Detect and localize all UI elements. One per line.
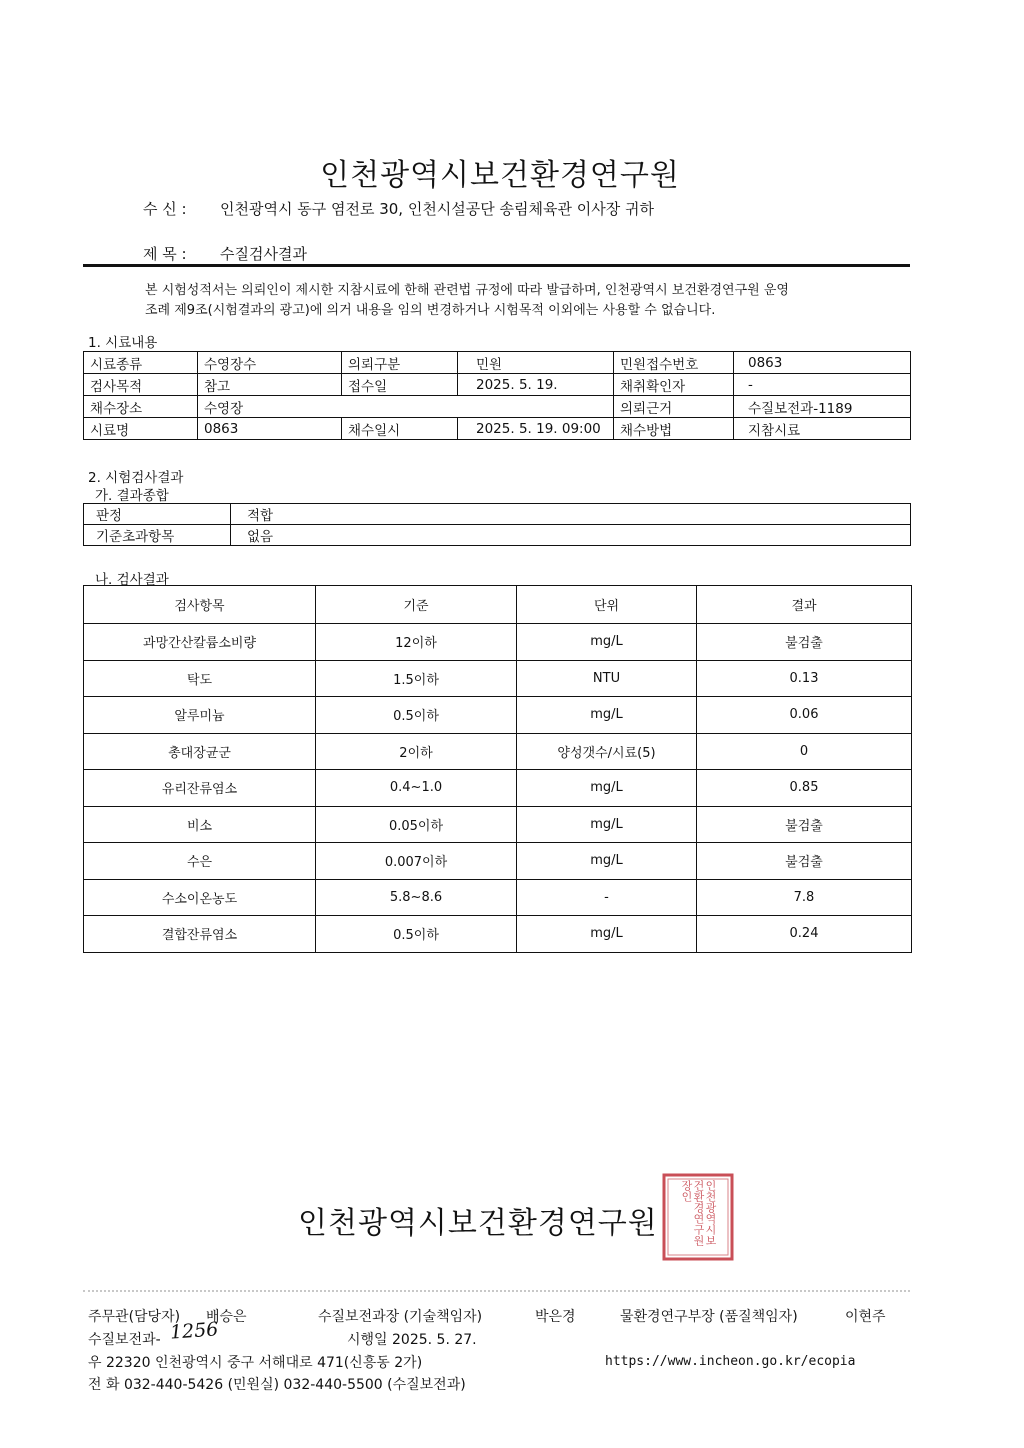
sample-value: 수영장	[198, 396, 614, 418]
results-cell: 0.007이하	[316, 843, 517, 880]
document-title: 인천광역시보건환경연구원	[320, 158, 680, 193]
results-cell: 0.05이하	[316, 806, 517, 843]
results-cell: 수소이온농도	[84, 879, 316, 916]
summary-heading: 가. 결과종합	[95, 488, 169, 504]
results-cell: 불검출	[697, 843, 912, 880]
table-row	[84, 624, 912, 661]
results-cell: 과망간산칼륨소비량	[84, 624, 316, 661]
sample-info-row	[84, 352, 911, 374]
seal-text: 인천광역시보건환경연구원장인	[680, 1180, 717, 1246]
notice-line-1: 본 시험성적서는 의뢰인이 제시한 지참시료에 한해 관련법 규정에 따라 발급하며, 인천광역시 보건환경연구원 운영	[145, 283, 789, 298]
results-column-header: 단위	[517, 586, 697, 624]
results-cell: 2이하	[316, 733, 517, 770]
sample-label: 채수일시	[342, 418, 458, 440]
table-row	[84, 770, 912, 807]
results-cell: 불검출	[697, 806, 912, 843]
results-cell: 7.8	[697, 879, 912, 916]
sample-label: 채수방법	[614, 418, 734, 440]
sample-value: 지참시료	[734, 418, 911, 440]
results-cell: mg/L	[517, 624, 697, 661]
results-cell: mg/L	[517, 697, 697, 734]
results-cell: 5.8~8.6	[316, 879, 517, 916]
table-row	[84, 916, 912, 953]
results-cell: 0.5이하	[316, 697, 517, 734]
phone-numbers: 전 화 032-440-5426 (민원실) 032-440-5500 (수질보전과)	[88, 1377, 466, 1393]
results-heading: 2. 시험검사결과	[88, 470, 184, 486]
issue-date: 시행일 2025. 5. 27.	[347, 1332, 477, 1348]
recipient-label: 수 신 :	[143, 200, 187, 218]
sample-value: 민원	[458, 352, 614, 374]
results-cell: mg/L	[517, 916, 697, 953]
table-row	[84, 733, 912, 770]
summary-table	[83, 503, 911, 546]
results-column-header: 결과	[697, 586, 912, 624]
subject-label: 제 목 :	[143, 245, 187, 263]
table-row	[84, 697, 912, 734]
summary-value: 적합	[231, 504, 911, 525]
sample-label: 의뢰구분	[342, 352, 458, 374]
header-divider	[83, 264, 910, 267]
doc-number-handwritten: 1256	[169, 1318, 220, 1344]
table-row	[84, 806, 912, 843]
officer-label: 주무관(담당자)	[88, 1309, 181, 1325]
summary-label: 기준초과항목	[84, 525, 231, 546]
sample-info-row	[84, 396, 911, 418]
results-cell: 1.5이하	[316, 660, 517, 697]
issuer-name: 인천광역시보건환경연구원	[298, 1206, 658, 1241]
quality-name: 이현주	[845, 1309, 886, 1325]
sample-label: 채취확인자	[614, 374, 734, 396]
results-cell: 불검출	[697, 624, 912, 661]
results-cell: 0.4~1.0	[316, 770, 517, 807]
sample-value: 수질보전과-1189	[734, 396, 911, 418]
subject-value: 수질검사결과	[220, 245, 307, 263]
results-cell: 12이하	[316, 624, 517, 661]
results-cell: -	[517, 879, 697, 916]
results-cell: 0.24	[697, 916, 912, 953]
tech-name: 박은경	[535, 1309, 576, 1325]
sample-info-row	[84, 418, 911, 440]
results-cell: 0.06	[697, 697, 912, 734]
summary-label: 판정	[84, 504, 231, 525]
sample-value: 참고	[198, 374, 342, 396]
results-cell: 0.5이하	[316, 916, 517, 953]
results-cell: 탁도	[84, 660, 316, 697]
sample-info-table	[83, 351, 911, 440]
results-cell: 총대장균군	[84, 733, 316, 770]
results-column-header: 기준	[316, 586, 517, 624]
sample-value: -	[734, 374, 911, 396]
officer-name: 배승은	[206, 1309, 247, 1325]
results-cell: 양성갯수/시료(5)	[517, 733, 697, 770]
results-cell: 유리잔류염소	[84, 770, 316, 807]
table-row	[84, 843, 912, 880]
table-row	[84, 660, 912, 697]
sample-info-row	[84, 374, 911, 396]
results-cell: mg/L	[517, 806, 697, 843]
summary-row	[84, 504, 911, 525]
recipient-value: 인천광역시 동구 염전로 30, 인천시설공단 송림체육관 이사장 귀하	[220, 200, 654, 218]
detail-heading: 나. 검사결과	[95, 572, 169, 588]
results-cell: 0.85	[697, 770, 912, 807]
results-cell: NTU	[517, 660, 697, 697]
sample-value: 0863	[198, 418, 342, 440]
results-cell: 수은	[84, 843, 316, 880]
address: 우 22320 인천광역시 중구 서해대로 471(신흥동 2가)	[88, 1355, 423, 1371]
official-seal	[661, 1172, 735, 1262]
sample-value: 0863	[734, 352, 911, 374]
results-cell: mg/L	[517, 770, 697, 807]
results-cell: 0	[697, 733, 912, 770]
sample-label: 시료명	[84, 418, 198, 440]
tech-label: 수질보전과장 (기술책임자)	[318, 1309, 483, 1325]
summary-row	[84, 525, 911, 546]
sample-label: 검사목적	[84, 374, 198, 396]
notice-text	[145, 281, 910, 321]
table-row	[84, 879, 912, 916]
sample-info-heading: 1. 시료내용	[88, 335, 158, 351]
sample-label: 시료종류	[84, 352, 198, 374]
notice-line-2: 조례 제9조(시험결과의 광고)에 의거 내용을 임의 변경하거나 시험목적 이외에는 사용할 수 없습니다.	[145, 303, 716, 318]
results-cell: 0.13	[697, 660, 912, 697]
footer-divider	[83, 1290, 910, 1292]
results-cell: 결합잔류염소	[84, 916, 316, 953]
sample-label: 의뢰근거	[614, 396, 734, 418]
results-cell: 알루미늄	[84, 697, 316, 734]
sample-label: 채수장소	[84, 396, 198, 418]
sample-value: 2025. 5. 19.	[458, 374, 614, 396]
results-header-row	[84, 586, 912, 624]
results-column-header: 검사항목	[84, 586, 316, 624]
summary-value: 없음	[231, 525, 911, 546]
sample-value: 수영장수	[198, 352, 342, 374]
sample-label: 접수일	[342, 374, 458, 396]
results-table	[83, 585, 912, 953]
sample-value: 2025. 5. 19. 09:00	[458, 418, 614, 440]
quality-label: 물환경연구부장 (품질책임자)	[620, 1309, 798, 1325]
sample-label: 민원접수번호	[614, 352, 734, 374]
doc-prefix: 수질보전과-	[88, 1332, 161, 1348]
results-cell: mg/L	[517, 843, 697, 880]
website-link[interactable]: https://www.incheon.go.kr/ecopia	[605, 1354, 856, 1369]
results-cell: 비소	[84, 806, 316, 843]
